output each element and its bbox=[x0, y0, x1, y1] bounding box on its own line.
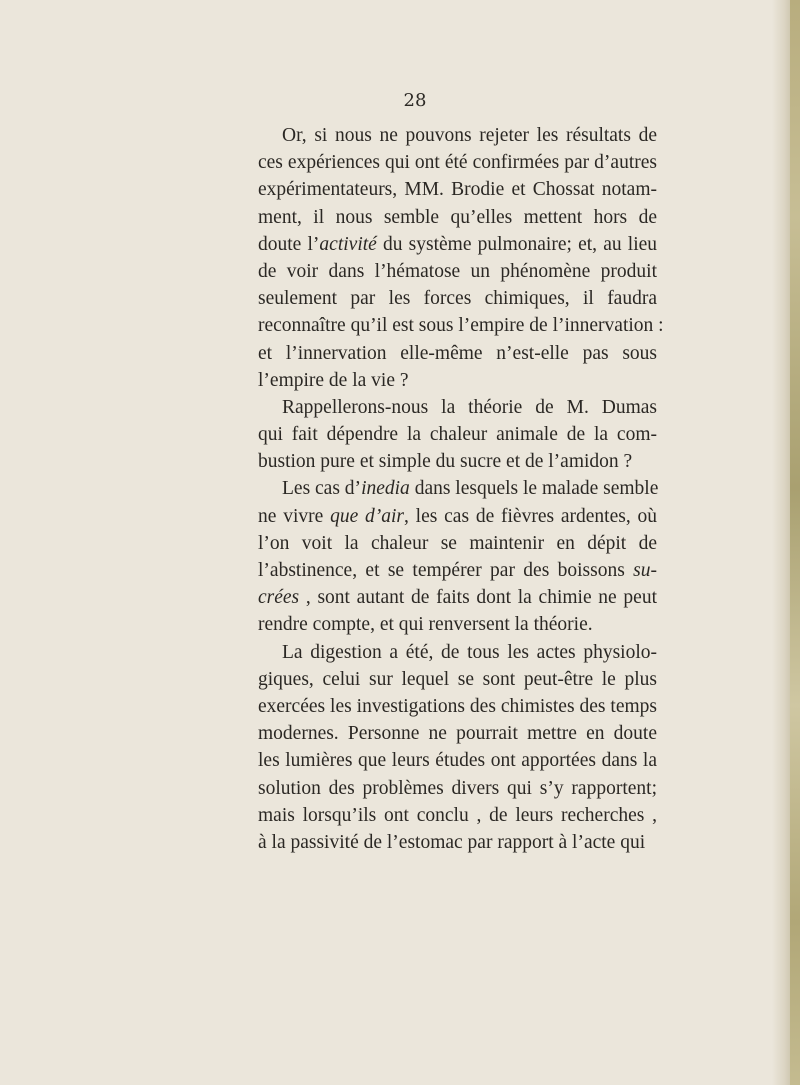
text-line bbox=[258, 775, 657, 802]
text-line bbox=[258, 693, 657, 720]
text-run: ment, il nous semble qu’elles mettent hors de bbox=[258, 206, 657, 228]
page-number: 28 bbox=[403, 90, 427, 111]
text-line bbox=[258, 829, 657, 856]
italic-text: inedia bbox=[361, 478, 410, 500]
text-line bbox=[258, 367, 657, 394]
text-line bbox=[258, 720, 657, 747]
text-run: expérimentateurs, MM. Brodie et Chossat notam- bbox=[258, 179, 657, 201]
text-run: à la passivité de l’estomac par rapport à l’acte qui bbox=[258, 831, 646, 853]
text-line bbox=[258, 394, 657, 421]
text-line bbox=[258, 285, 657, 312]
text-run: Les cas d’ bbox=[282, 478, 362, 500]
text-run: reconnaître qu’il est sous l’empire de l’innervation : bbox=[258, 315, 664, 337]
text-run: Rappellerons-nous la théorie de M. Dumas bbox=[282, 396, 657, 418]
text-run: rendre compte, et qui renversent la théorie. bbox=[258, 614, 593, 636]
text-line bbox=[258, 747, 657, 774]
text-run: du système pulmonaire; et, au lieu bbox=[376, 233, 658, 255]
text-run: mais lorsqu’ils ont conclu , de leurs recherches , bbox=[258, 804, 657, 826]
text-run: doute l’ bbox=[258, 233, 320, 255]
italic-text: su- bbox=[633, 560, 657, 581]
text-run: modernes. Personne ne pourrait mettre en doute bbox=[258, 723, 657, 745]
text-run: dans lesquels le malade semble bbox=[409, 478, 659, 500]
italic-text: que d’air bbox=[330, 505, 405, 527]
text-line bbox=[258, 149, 657, 176]
text-run: exercées les investigations des chimistes des temps bbox=[258, 695, 657, 717]
text-run: solution des problèmes divers qui s’y rapportent; bbox=[258, 777, 657, 799]
text-run: l’abstinence, et se tempérer par des boissons bbox=[258, 560, 634, 581]
page-edge bbox=[790, 0, 800, 1085]
text-line bbox=[258, 530, 657, 557]
text-line bbox=[258, 503, 657, 530]
body-text bbox=[258, 122, 664, 856]
text-line bbox=[258, 475, 657, 502]
text-run: , les cas de fièvres ardentes, où bbox=[404, 505, 657, 527]
text-line bbox=[258, 557, 657, 584]
text-run: les lumières que leurs études ont apportées dans la bbox=[258, 750, 657, 772]
text-run: ces expériences qui ont été confirmées par d’autres bbox=[258, 152, 657, 174]
text-run: giques, celui sur lequel se sont peut-être le plus bbox=[258, 668, 657, 690]
italic-text: crées bbox=[258, 587, 300, 609]
text-run: Or, si nous ne pouvons rejeter les résultats de bbox=[282, 125, 657, 146]
text-run: et l’innervation elle-même n’est-elle pas sous bbox=[258, 342, 657, 364]
text-line bbox=[258, 421, 657, 448]
text-run: qui fait dépendre la chaleur animale de la com- bbox=[258, 424, 657, 446]
text-line bbox=[258, 584, 657, 611]
text-run: , sont autant de faits dont la chimie ne peut bbox=[299, 587, 657, 609]
text-line bbox=[258, 448, 657, 475]
text-line bbox=[258, 639, 657, 666]
text-run: de voir dans l’hématose un phénomène produit bbox=[258, 260, 657, 282]
text-run: La digestion a été, de tous les actes physiolo- bbox=[282, 641, 657, 663]
italic-text: activité bbox=[319, 233, 377, 255]
text-run: l’on voit la chaleur se maintenir en dépit de bbox=[258, 532, 657, 554]
text-line bbox=[258, 611, 657, 638]
text-line bbox=[258, 340, 657, 367]
text-line bbox=[258, 204, 657, 231]
text-run: seulement par les forces chimiques, il faudra bbox=[258, 288, 657, 310]
text-line bbox=[258, 231, 657, 258]
text-line bbox=[258, 802, 657, 829]
text-run: l’empire de la vie ? bbox=[258, 369, 409, 391]
text-run: bustion pure et simple du sucre et de l’amidon ? bbox=[258, 451, 633, 473]
text-line bbox=[258, 122, 657, 149]
text-line bbox=[258, 666, 657, 693]
text-line bbox=[258, 312, 664, 339]
text-line bbox=[258, 176, 657, 203]
text-run: ne vivre bbox=[258, 505, 331, 527]
text-line bbox=[258, 258, 657, 285]
